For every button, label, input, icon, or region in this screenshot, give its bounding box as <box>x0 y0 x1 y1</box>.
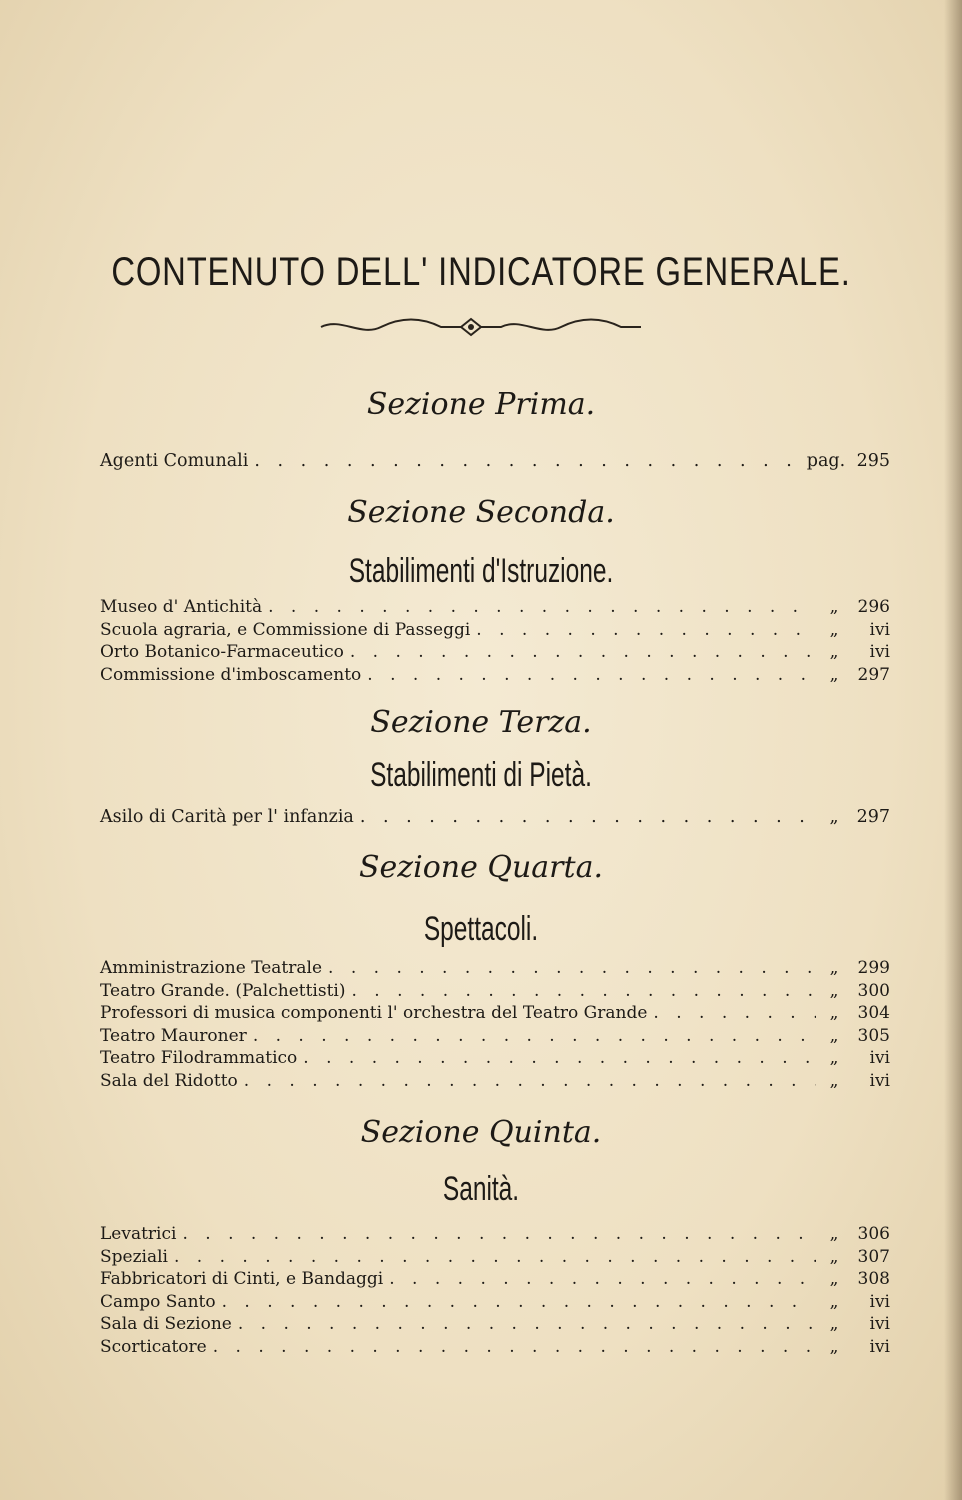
entry-mark: „ <box>829 1048 839 1068</box>
entry-label: Speziali <box>100 1246 168 1267</box>
entry-label: Asilo di Carità per l' infanzia <box>100 807 354 827</box>
entry-label: Orto Botanico-Farmaceutico <box>100 642 344 662</box>
entry-mark: „ <box>829 1224 839 1244</box>
entry-page: 297 <box>857 664 890 685</box>
section-title-seconda: Sezione Seconda. <box>347 495 615 530</box>
entry-list-quinta <box>100 1223 890 1358</box>
entry-label: Agenti Comunali <box>100 451 249 471</box>
leader-dots <box>350 641 816 664</box>
entry-label: Scorticatore <box>100 1336 207 1357</box>
entry-page: ivi <box>869 1336 890 1357</box>
entry-page: 305 <box>857 1025 890 1046</box>
entry-list-prima <box>100 450 890 473</box>
entry-mark: „ <box>829 1269 839 1289</box>
section-title-quarta: Sezione Quarta. <box>359 850 603 885</box>
entry-page: 308 <box>857 1269 890 1289</box>
section-heading-terza: Stabilimenti di Pietà. <box>370 756 592 794</box>
leader-dots <box>352 980 817 1003</box>
entry-page: 300 <box>857 980 890 1001</box>
section-title-quinta: Sezione Quinta. <box>360 1115 602 1150</box>
leader-dots <box>174 1246 816 1269</box>
entry-mark: „ <box>829 1314 839 1334</box>
entry-list-seconda <box>100 596 890 686</box>
entry-mark: „ <box>829 807 839 827</box>
entry-page: 306 <box>857 1224 890 1244</box>
entry-label: Sala di Sezione <box>100 1314 232 1334</box>
leader-dots <box>268 596 816 619</box>
list-item <box>100 806 890 829</box>
entry-mark: „ <box>829 958 839 978</box>
list-item <box>100 1002 890 1025</box>
entry-mark: „ <box>829 1025 839 1046</box>
list-item <box>100 619 890 642</box>
list-item <box>100 664 890 687</box>
leader-dots <box>303 1047 816 1070</box>
entry-label: Sala del Ridotto <box>100 1070 238 1091</box>
list-item <box>100 957 890 980</box>
list-item <box>100 1025 890 1048</box>
list-item <box>100 1291 890 1314</box>
entry-page: ivi <box>869 642 890 662</box>
leader-dots <box>476 619 816 642</box>
list-item <box>100 1047 890 1070</box>
entry-label: Commissione d'imboscamento <box>100 664 362 685</box>
entry-page: ivi <box>869 1048 890 1068</box>
entry-mark: „ <box>829 1246 839 1267</box>
list-item <box>100 1268 890 1291</box>
entry-label: Teatro Filodrammatico <box>100 1048 298 1068</box>
entry-label: Teatro Grande. (Palchettisti) <box>100 980 346 1001</box>
entry-page: 307 <box>857 1246 890 1267</box>
section-heading-quinta: Sanità. <box>442 1170 520 1208</box>
entry-label: Teatro Mauroner <box>100 1025 247 1046</box>
leader-dots <box>238 1313 816 1336</box>
entry-page: ivi <box>869 1314 890 1334</box>
entry-mark: „ <box>829 642 839 662</box>
list-item <box>100 1313 890 1336</box>
leader-dots <box>222 1291 816 1314</box>
entry-mark: „ <box>829 1291 839 1312</box>
list-item <box>100 1336 890 1359</box>
ornament-icon <box>311 315 651 339</box>
entry-list-quarta <box>100 957 890 1092</box>
entry-label: Fabbricatori di Cinti, e Bandaggi <box>100 1269 384 1289</box>
entry-label: Scuola agraria, e Commissione di Passeggi <box>100 619 471 640</box>
page-spine-shadow <box>944 0 962 1500</box>
entry-page: 304 <box>857 1003 890 1023</box>
page-title: CONTENUTO DELL' INDICATORE GENERALE. <box>111 250 851 294</box>
entry-page: ivi <box>869 619 890 640</box>
entry-mark: „ <box>829 664 839 685</box>
section-heading-seconda: Stabilimenti d'Istruzione. <box>348 552 614 590</box>
list-item <box>100 980 890 1003</box>
list-item <box>100 641 890 664</box>
leader-dots <box>653 1002 816 1025</box>
entry-page: ivi <box>869 1070 890 1091</box>
leader-dots <box>367 664 816 687</box>
leader-dots <box>213 1336 816 1359</box>
entry-label: Campo Santo <box>100 1291 216 1312</box>
entry-label: Amministrazione Teatrale <box>100 958 323 978</box>
entry-mark: „ <box>829 1070 839 1091</box>
entry-page: 297 <box>856 807 890 827</box>
leader-dots <box>360 806 816 829</box>
leader-dots <box>253 1025 816 1048</box>
list-item <box>100 1070 890 1093</box>
entry-page: 295 <box>856 451 890 471</box>
leader-dots <box>182 1223 816 1246</box>
entry-mark: „ <box>829 619 839 640</box>
section-title-prima: Sezione Prima. <box>366 387 596 422</box>
leader-dots <box>254 450 800 473</box>
entry-label: Professori di musica componenti l' orchestra del Teatro Grande <box>100 1003 648 1023</box>
entry-page: 296 <box>857 597 890 617</box>
list-item <box>100 1246 890 1269</box>
entry-list-terza <box>100 806 890 829</box>
list-item <box>100 1223 890 1246</box>
entry-page: 299 <box>857 958 890 978</box>
entry-mark: „ <box>829 597 839 617</box>
entry-mark: pag. <box>806 451 846 471</box>
leader-dots <box>328 957 816 980</box>
entry-label: Museo d' Antichità <box>100 597 263 617</box>
list-item <box>100 450 890 473</box>
ornament-divider <box>0 315 962 343</box>
entry-page: ivi <box>869 1291 890 1312</box>
list-item <box>100 596 890 619</box>
entry-mark: „ <box>829 1336 839 1357</box>
entry-label: Levatrici <box>100 1224 177 1244</box>
leader-dots <box>389 1268 816 1291</box>
section-title-terza: Sezione Terza. <box>370 705 592 740</box>
entry-mark: „ <box>829 1003 839 1023</box>
leader-dots <box>244 1070 816 1093</box>
entry-mark: „ <box>829 980 839 1001</box>
section-heading-quarta: Spettacoli. <box>423 910 539 948</box>
